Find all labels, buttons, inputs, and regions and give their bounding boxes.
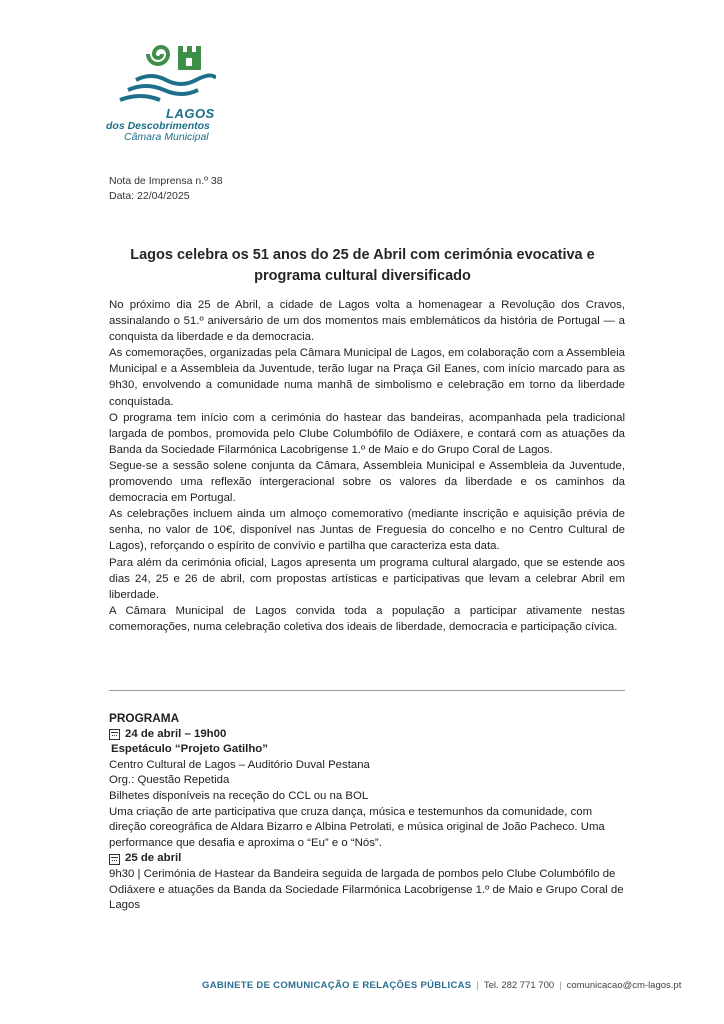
press-note-number: Nota de Imprensa n.º 38 (109, 175, 223, 187)
program-heading: PROGRAMA (109, 711, 180, 725)
logo-name: LAGOS (166, 106, 215, 121)
section-divider (109, 690, 625, 691)
footer-phone: Tel. 282 771 700 (483, 980, 555, 991)
press-meta (109, 174, 223, 204)
paragraph: As comemorações, organizadas pela Câmara Municipal de Lagos, em colaboração com a Assembleia Municipal e a Assembleia da Juventude, terão lugar na Praça Gil Eanes, com início marcado para as 9h30, envolvendo a comunidade numa manhã de simbolismo e celebração em torno da liberdade conquistada. (109, 347, 625, 408)
paragraph: A Câmara Municipal de Lagos convida toda a população a participar ativamente nestas comemorações, numa celebração coletiva dos ideais de liberdade, democracia e participação cívica. (109, 604, 625, 633)
event-organizer: Org.: Questão Repetida (109, 774, 230, 787)
program-date-25 (109, 851, 625, 867)
event-title: Espetáculo “Projeto Gatilho” (111, 743, 268, 756)
program-date-label: 24 de abril – 19h00 (125, 727, 227, 740)
paragraph: O programa tem início com a cerimónia do hastear das bandeiras, acompanhada pela tradicional largada de pombos, promovida pelo Clube Columbófilo de Odiáxere, e contará com as atuações da Banda da Sociedade Filarmónica Lacobrigense 1.º de Maio e do Grupo Coral de Lagos. (109, 411, 625, 456)
press-title (110, 245, 615, 287)
event-item: 9h30 | Cerimónia de Hastear da Bandeira seguida de largada de pombos pelo Clube Columbófilo de Odiáxere e atuações da Banda da Sociedade Filarmónica Lacobrigense 1.º de Maio e Grupo Coral de Lagos (109, 867, 624, 912)
calendar-icon (109, 729, 120, 740)
paragraph: Segue-se a sessão solene conjunta da Câmara, Assembleia Municipal e Assembleia da Juventude, promovendo uma reflexão intergeracional sobre os valores da liberdade e os caminhos da democracia em Portugal. (109, 459, 625, 505)
paragraph: Para além da cerimónia oficial, Lagos apresenta um programa cultural alargado, que se estende aos dias 24, 25 e 26 de abril, com propostas artísticas e participativas que levam a celebrar Abril em liberdade. (109, 556, 625, 601)
press-date: Data: 22/04/2025 (109, 190, 190, 202)
program-date-label: 25 de abril (125, 852, 182, 865)
logo-subtitle: dos Descobrimentos (106, 120, 210, 132)
paragraph: No próximo dia 25 de Abril, a cidade de Lagos volta a homenagear a Revolução dos Cravos, assinalando o 51.º aniversário de um dos momentos mais emblemáticos da história de Portugal — a conquista da liberdade e da democracia. (109, 299, 625, 344)
program-date-24 (109, 727, 625, 743)
footer-separator: | (476, 980, 479, 991)
footer-email[interactable]: comunicacao@cm-lagos.pt (566, 980, 682, 991)
press-body (109, 297, 625, 635)
event-description: Uma criação de arte participativa que cruza dança, música e testemunhos da comunidade, com direção coreográfica de Aldara Bizarro e Albina Petrolati, e música original de João Pacheco. Uma performance que desafia e aproxima o “Eu” e o “Nós”. (109, 805, 605, 849)
footer-department: GABINETE DE COMUNICAÇÃO E RELAÇÕES PÚBLICAS (202, 980, 472, 991)
title-line-2: programa cultural diversificado (254, 268, 471, 284)
logo-entity: Câmara Municipal (124, 131, 209, 143)
event-venue: Centro Cultural de Lagos – Auditório Duval Pestana (109, 758, 370, 771)
title-line-1: Lagos celebra os 51 anos do 25 de Abril com cerimónia evocativa e (130, 247, 595, 263)
calendar-icon (109, 854, 120, 865)
cm-lagos-logo (106, 40, 226, 143)
paragraph: As celebrações incluem ainda um almoço comemorativo (mediante inscrição e aquisição prévia de senha, no valor de 10€, disponível nas Juntas de Freguesia do concelho e no Centro Cultural de Lagos), reforçando o espírito de convívio e partilha que caracteriza esta data. (109, 508, 625, 553)
footer-separator: | (559, 980, 562, 991)
page-footer (202, 980, 681, 991)
program-section (109, 711, 625, 914)
event-tickets: Bilhetes disponíveis na receção do CCL ou na BOL (109, 789, 369, 802)
